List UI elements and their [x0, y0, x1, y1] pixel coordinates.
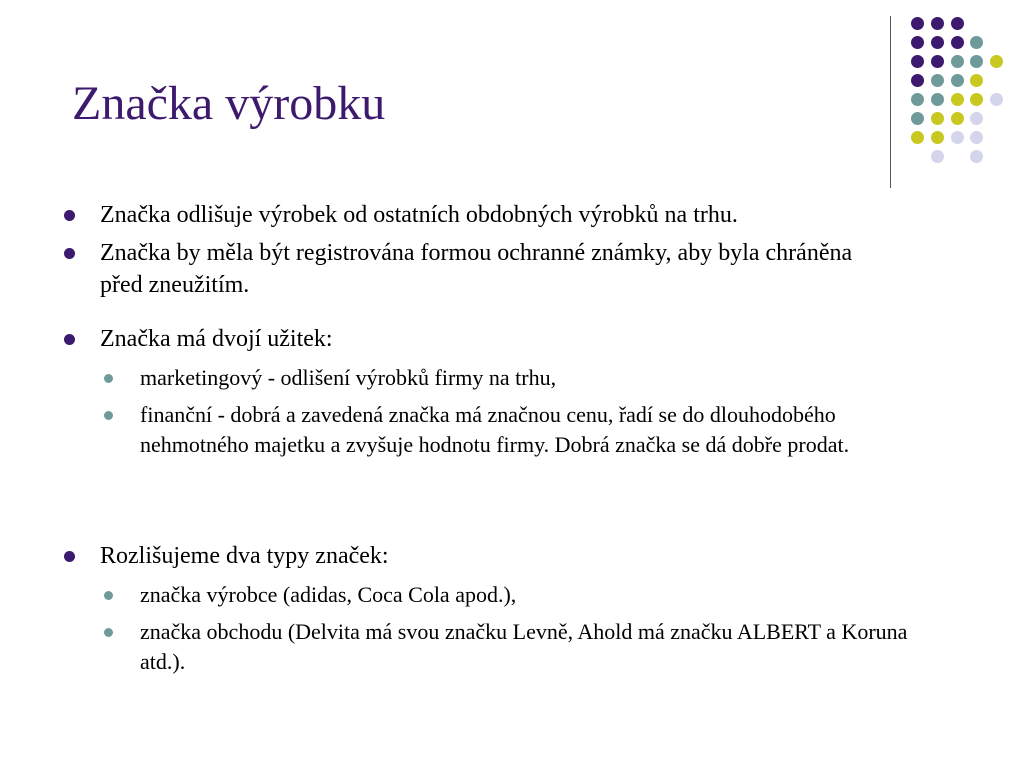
bullet-item: Značka by měla být registrována formou ochranné známky, aby byla chráněna před zneužitím. [100, 240, 853, 298]
bullet-marker [64, 334, 75, 345]
bullet-marker [64, 248, 75, 259]
sub-bullet-item: značka výrobce (adidas, Coca Cola apod.), [140, 582, 517, 607]
sub-bullet-marker [104, 374, 113, 383]
bullet-marker [64, 210, 75, 221]
sub-bullet-item: značka obchodu (Delvita má svou značku Levně, Ahold má značku ALBERT a Koruna atd.). [140, 619, 908, 674]
sub-bullet-marker [104, 411, 113, 420]
bullet-item: Značka má dvojí užitek: [100, 326, 333, 352]
bullet-marker [64, 551, 75, 562]
sub-bullet-marker [104, 628, 113, 637]
sub-bullet-item: finanční - dobrá a zavedená značka má značnou cenu, řadí se do dlouhodobého nehmotného majetku a zvyšuje hodnotu firmy. Dobrá značka se dá dobře prodat. [140, 402, 850, 457]
sub-bullet-marker [104, 591, 113, 600]
bullet-item: Rozlišujeme dva typy značek: [100, 543, 389, 569]
bullet-item: Značka odlišuje výrobek od ostatních obdobných výrobků na trhu. [100, 202, 738, 228]
slide-title: Značka výrobku [72, 77, 386, 130]
sub-bullet-item: marketingový - odlišení výrobků firmy na trhu, [140, 365, 557, 390]
